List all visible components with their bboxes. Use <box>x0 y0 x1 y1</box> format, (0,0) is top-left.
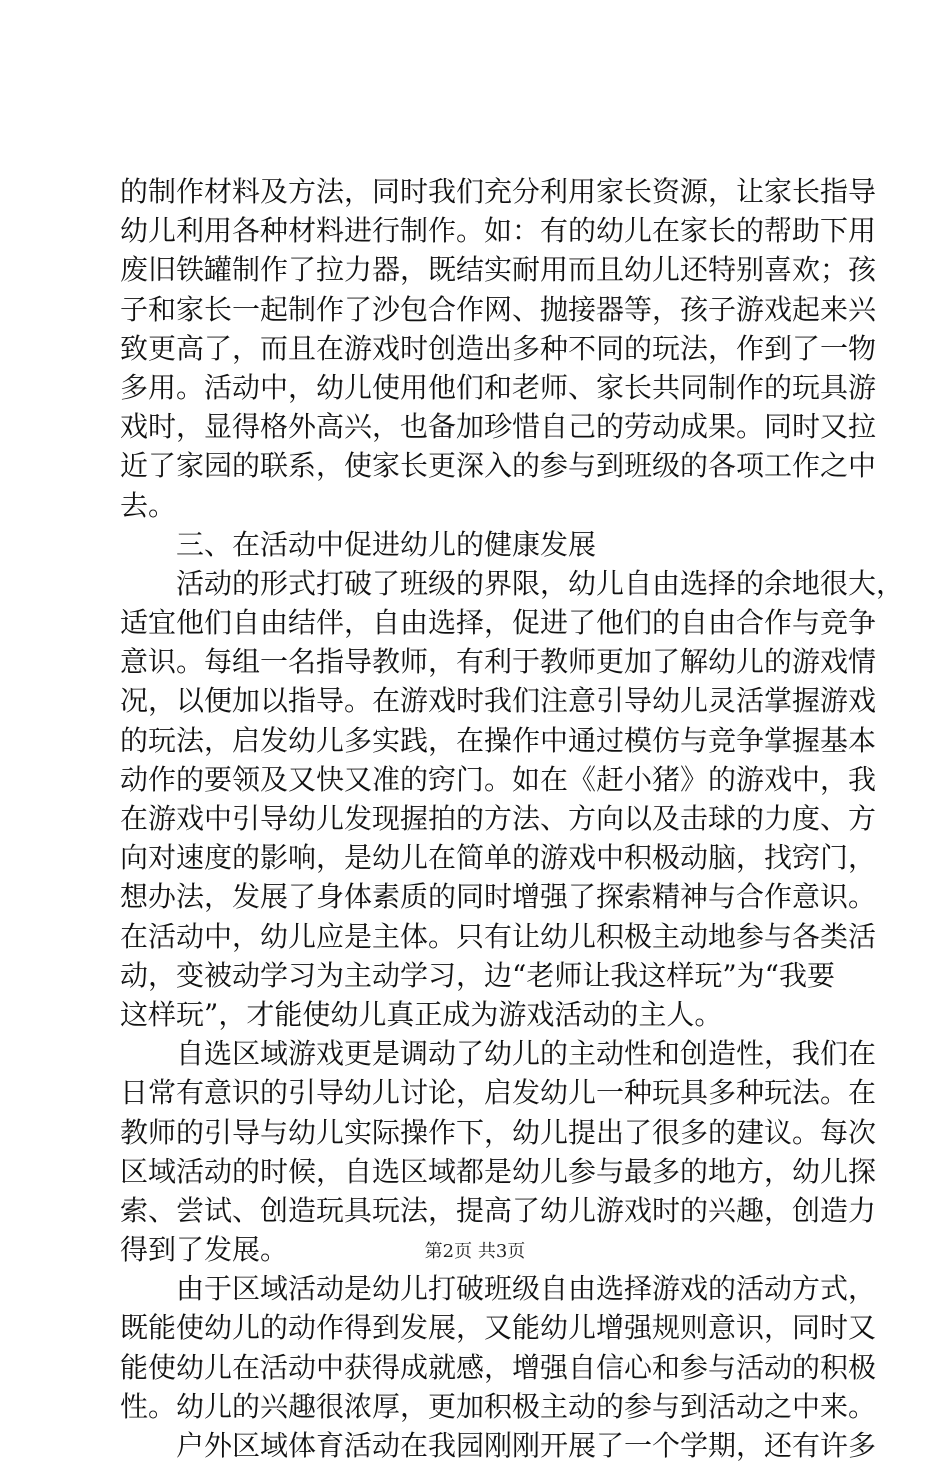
body-text <box>120 172 905 1465</box>
text-line: 教师的引导与幼儿实际操作下，幼儿提出了很多的建议。每次 <box>120 1115 877 1149</box>
text-line: 幼儿利用各种材料进行制作。如：有的幼儿在家长的帮助下用 <box>120 214 877 248</box>
text-line: 由于区域活动是幼儿打破班级自由选择游戏的活动方式， <box>176 1272 877 1306</box>
text-line: 在活动中，幼儿应是主体。只有让幼儿积极主动地参与各类活 <box>120 919 877 953</box>
text-line: 的玩法，启发幼儿多实践，在操作中通过模仿与竞争掌握基本 <box>120 723 877 757</box>
text-line: 废旧铁罐制作了拉力器，既结实耐用而且幼儿还特别喜欢；孩 <box>120 253 877 287</box>
page-footer: 第2页 共3页 <box>424 1241 526 1262</box>
text-line: 户外区域体育活动在我园刚刚开展了一个学期，还有许多 <box>176 1429 877 1462</box>
text-line: 得到了发展。 <box>120 1233 289 1267</box>
text-line: 想办法，发展了身体素质的同时增强了探索精神与合作意识。 <box>120 880 877 914</box>
text-line: 去。 <box>120 488 177 522</box>
text-line: 子和家长一起制作了沙包合作网、抛接器等，孩子游戏起来兴 <box>120 292 877 326</box>
text-line: 在游戏中引导幼儿发现握拍的方法、方向以及击球的力度、方 <box>120 802 877 835</box>
text-line: 这样玩”，才能使幼儿真正成为游戏活动的主人。 <box>120 997 723 1031</box>
text-line: 适宜他们自由结伴，自由选择，促进了他们的自由合作与竞争 <box>120 606 877 640</box>
text-line: 索、尝试、创造玩具玩法，提高了幼儿游戏时的兴趣，创造力 <box>120 1193 877 1227</box>
text-line: 的制作材料及方法，同时我们充分利用家长资源，让家长指导 <box>120 175 877 208</box>
text-line: 既能使幼儿的动作得到发展，又能幼儿增强规则意识，同时又 <box>120 1311 877 1345</box>
text-line: 能使幼儿在活动中获得成就感，增强自信心和参与活动的积极 <box>120 1350 877 1384</box>
text-line: 自选区域游戏更是调动了幼儿的主动性和创造性，我们在 <box>176 1037 877 1071</box>
text-line: 性。幼儿的兴趣很浓厚，更加积极主动的参与到活动之中来。 <box>120 1389 877 1423</box>
text-line: 致更高了，而且在游戏时创造出多种不同的玩法，作到了一物 <box>120 331 877 365</box>
text-line: 戏时，显得格外高兴，也备加珍惜自己的劳动成果。同时又拉 <box>120 410 877 444</box>
text-line: 况，以便加以指导。在游戏时我们注意引导幼儿灵活掌握游戏 <box>120 684 877 718</box>
text-line: 三、在活动中促进幼儿的健康发展 <box>176 527 597 561</box>
text-line: 多用。活动中，幼儿使用他们和老师、家长共同制作的玩具游 <box>120 370 877 404</box>
text-line: 活动的形式打破了班级的界限，幼儿自由选择的余地很大， <box>176 566 905 600</box>
text-line: 动作的要领及又快又准的窍门。如在《赶小猪》的游戏中，我 <box>120 762 877 796</box>
text-line: 区域活动的时候，自选区域都是幼儿参与最多的地方，幼儿探 <box>120 1154 877 1188</box>
text-line: 向对速度的影响，是幼儿在简单的游戏中积极动脑，找窍门， <box>120 841 877 875</box>
text-line: 近了家园的联系，使家长更深入的参与到班级的各项工作之中 <box>120 449 877 483</box>
text-line: 日常有意识的引导幼儿讨论，启发幼儿一种玩具多种玩法。在 <box>120 1076 877 1110</box>
text-line: 动，变被动学习为主动学习，边“老师让我这样玩”为“我要 <box>120 958 835 992</box>
text-line: 意识。每组一名指导教师，有利于教师更加了解幼儿的游戏情 <box>120 645 877 679</box>
